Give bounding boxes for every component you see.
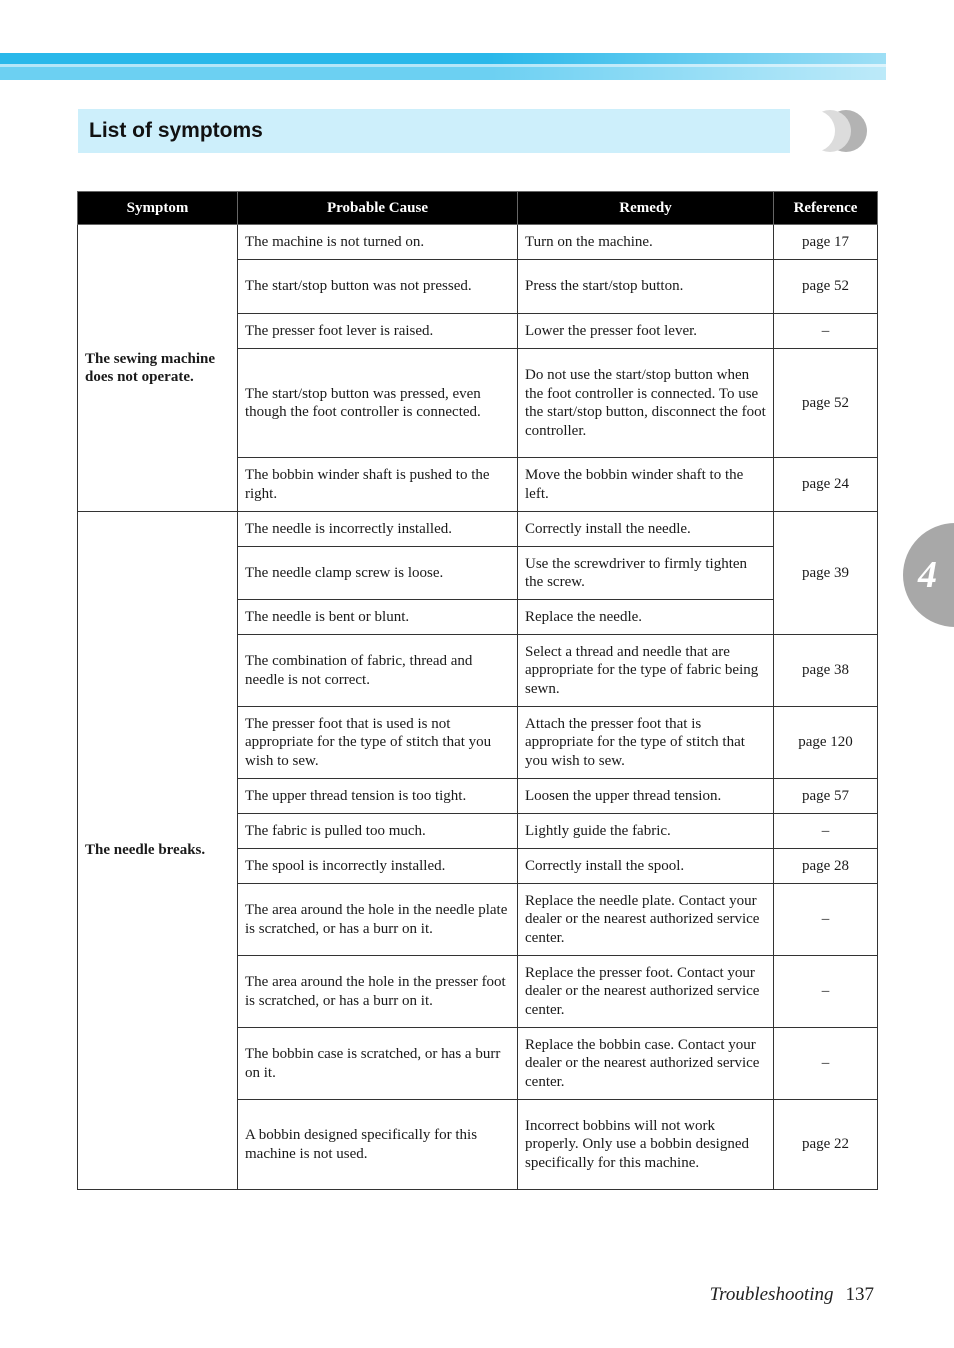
remedy-cell: Correctly install the needle. — [518, 512, 774, 547]
page-footer — [710, 1284, 874, 1306]
reference-cell: – — [774, 1028, 878, 1100]
reference-cell: page 38 — [774, 635, 878, 707]
cause-cell: The bobbin winder shaft is pushed to the right. — [238, 458, 518, 512]
cause-cell: The combination of fabric, thread and needle is not correct. — [238, 635, 518, 707]
reference-cell: page 52 — [774, 349, 878, 458]
cause-cell: The needle clamp screw is loose. — [238, 547, 518, 600]
header-probable-cause: Probable Cause — [238, 192, 518, 225]
header-reference: Reference — [774, 192, 878, 225]
cause-cell: The start/stop button was pressed, even though the foot controller is connected. — [238, 349, 518, 458]
section-header-bar — [78, 109, 814, 153]
cause-cell: The area around the hole in the presser foot is scratched, or has a burr on it. — [238, 956, 518, 1028]
table-row — [78, 225, 878, 260]
reference-cell: page 22 — [774, 1100, 878, 1190]
remedy-cell: Use the screwdriver to firmly tighten the screw. — [518, 547, 774, 600]
table-row — [78, 512, 878, 547]
cause-cell: The needle is bent or blunt. — [238, 600, 518, 635]
symptom-cell: The needle breaks. — [78, 512, 238, 1190]
cause-cell: The machine is not turned on. — [238, 225, 518, 260]
symptoms-table — [77, 191, 878, 1190]
reference-cell: page 39 — [774, 512, 878, 635]
cause-cell: The start/stop button was not pressed. — [238, 260, 518, 314]
remedy-cell: Turn on the machine. — [518, 225, 774, 260]
reference-cell: – — [774, 314, 878, 349]
remedy-cell: Lightly guide the fabric. — [518, 814, 774, 849]
reference-cell: page 24 — [774, 458, 878, 512]
remedy-cell: Attach the presser foot that is appropriate for the type of stitch that you wish to sew. — [518, 707, 774, 779]
reference-cell: – — [774, 814, 878, 849]
cause-cell: The bobbin case is scratched, or has a burr on it. — [238, 1028, 518, 1100]
cause-cell: The upper thread tension is too tight. — [238, 779, 518, 814]
header-decoration-icon — [790, 109, 868, 153]
cause-cell: The presser foot lever is raised. — [238, 314, 518, 349]
remedy-cell: Replace the presser foot. Contact your dealer or the nearest authorized service center. — [518, 956, 774, 1028]
remedy-cell: Press the start/stop button. — [518, 260, 774, 314]
header-remedy: Remedy — [518, 192, 774, 225]
reference-cell: page 57 — [774, 779, 878, 814]
top-decorative-band — [0, 53, 886, 80]
reference-cell: page 52 — [774, 260, 878, 314]
page-number: 137 — [845, 1284, 874, 1305]
remedy-cell: Replace the needle plate. Contact your dealer or the nearest authorized service center. — [518, 884, 774, 956]
remedy-cell: Move the bobbin winder shaft to the left. — [518, 458, 774, 512]
cause-cell: The fabric is pulled too much. — [238, 814, 518, 849]
reference-cell: page 28 — [774, 849, 878, 884]
chapter-number: 4 — [918, 554, 937, 596]
cause-cell: The presser foot that is used is not appropriate for the type of stitch that you wish to sew. — [238, 707, 518, 779]
remedy-cell: Correctly install the spool. — [518, 849, 774, 884]
remedy-cell: Replace the needle. — [518, 600, 774, 635]
cause-cell: The needle is incorrectly installed. — [238, 512, 518, 547]
cause-cell: The area around the hole in the needle plate is scratched, or has a burr on it. — [238, 884, 518, 956]
table-header-row — [78, 192, 878, 225]
footer-section-label: Troubleshooting — [709, 1284, 834, 1305]
reference-cell: – — [774, 956, 878, 1028]
cause-cell: The spool is incorrectly installed. — [238, 849, 518, 884]
remedy-cell: Do not use the start/stop button when the foot controller is connected. To use the start/stop button, disconnect the foot controller. — [518, 349, 774, 458]
remedy-cell: Loosen the upper thread tension. — [518, 779, 774, 814]
symptom-cell: The sewing machine does not operate. — [78, 225, 238, 512]
remedy-cell: Select a thread and needle that are appropriate for the type of fabric being sewn. — [518, 635, 774, 707]
reference-cell: page 17 — [774, 225, 878, 260]
reference-cell: – — [774, 884, 878, 956]
remedy-cell: Incorrect bobbins will not work properly. Only use a bobbin designed specifically for this machine. — [518, 1100, 774, 1190]
reference-cell: page 120 — [774, 707, 878, 779]
section-title: List of symptoms — [89, 119, 263, 142]
header-symptom: Symptom — [78, 192, 238, 225]
remedy-cell: Replace the bobbin case. Contact your dealer or the nearest authorized service center. — [518, 1028, 774, 1100]
cause-cell: A bobbin designed specifically for this machine is not used. — [238, 1100, 518, 1190]
remedy-cell: Lower the presser foot lever. — [518, 314, 774, 349]
